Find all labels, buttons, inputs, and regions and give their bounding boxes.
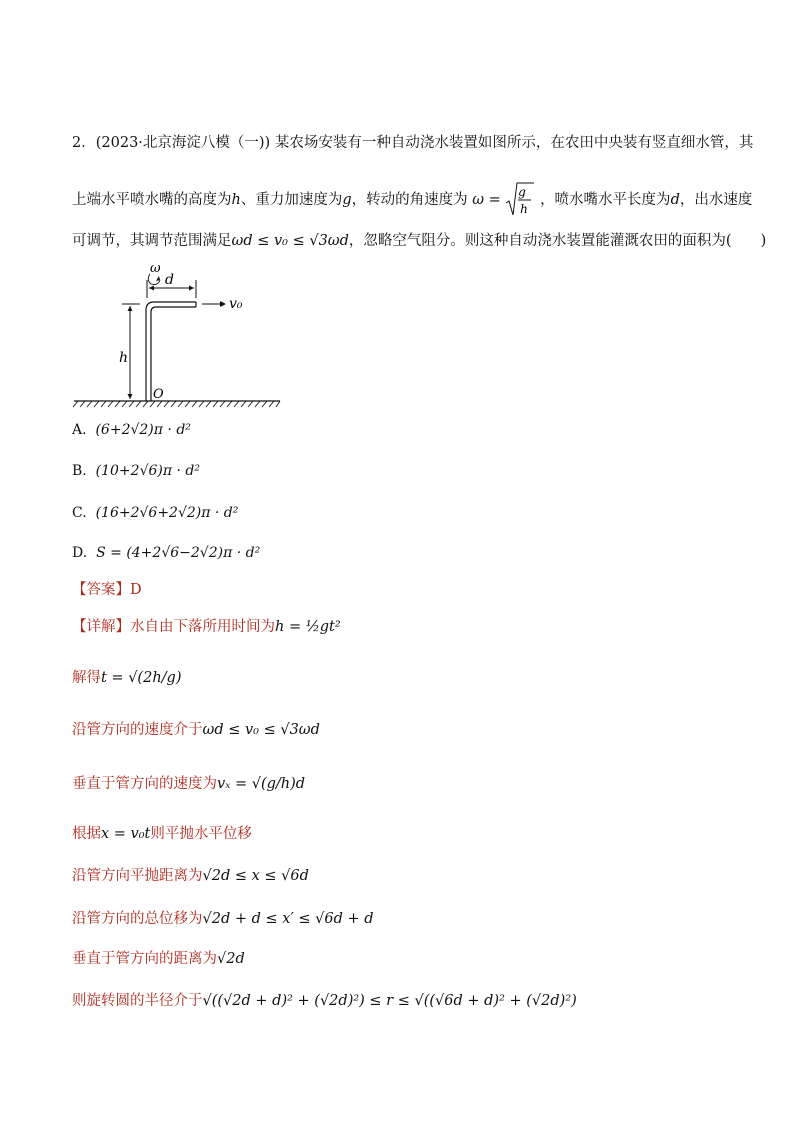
option-b-label: B. <box>72 463 87 479</box>
solution-step-7: 沿管方向的总位移为 <box>72 911 203 927</box>
question-number: 2． <box>72 135 96 151</box>
svg-text:g: g <box>518 185 527 199</box>
range-formula: ωd ≤ v₀ ≤ √3ωd <box>231 233 349 249</box>
solution-step-3: 沿管方向的速度介于 <box>72 722 203 738</box>
solution-line-2 <box>72 668 722 688</box>
question-line-2 <box>72 181 753 219</box>
question-text-2d: ，喷水嘴水平长度为 <box>540 192 671 208</box>
option-d-expr: S = (4+2√6−2√2)π · d² <box>96 545 261 561</box>
solution-step-4: 垂直于管方向的速度为 <box>72 776 217 792</box>
var-d: d <box>670 192 680 208</box>
solution-expr-2: t = √(2h/g) <box>101 670 182 686</box>
question-text-2c: ，转动的角速度为 <box>351 192 468 208</box>
solution-expr-6: √2d ≤ x ≤ √6d <box>202 868 309 884</box>
solution-expr-1: h = ½gt² <box>275 619 341 635</box>
option-c-expr: (16+2√6+2√2)π · d² <box>95 505 239 521</box>
solution-expr-9: √((√2d + d)² + (√2d)²) ≤ r ≤ √((√6d + d)² + (√2d)²) <box>202 993 577 1009</box>
question-line-1 <box>72 133 754 153</box>
option-a-expr: (6+2√2)π · d² <box>95 422 191 438</box>
diagram-label-v0: v₀ <box>229 296 243 312</box>
sprinkler-figure <box>72 258 292 410</box>
solution-line-4 <box>72 774 722 794</box>
option-b-expr: (10+2√6)π · d² <box>95 463 200 479</box>
question-source: (2023·北京海淀八模（一)) <box>95 135 271 151</box>
option-a[interactable] <box>72 420 722 440</box>
question-line-3 <box>72 231 767 251</box>
question-text-3a: 可调节，其调节范围满足 <box>72 233 232 249</box>
solution-step-1: 水自由下落所用时间为 <box>130 619 275 635</box>
question-text-2b: 、重力加速度为 <box>240 192 343 208</box>
diagram-label-h: h <box>119 350 129 366</box>
diagram-label-omega: ω <box>150 261 161 276</box>
question-text-2a: 上端水平喷水嘴的高度为 <box>72 192 232 208</box>
question-text-2e: ，出水速度 <box>679 192 753 208</box>
var-h: h <box>231 192 241 208</box>
diagram-label-o: O <box>153 387 164 402</box>
omega-expr-label: ω = <box>472 192 501 208</box>
solution-step-6: 沿管方向平抛距离为 <box>72 868 203 884</box>
option-c[interactable] <box>72 503 722 523</box>
option-d[interactable] <box>72 543 722 563</box>
option-d-label: D. <box>72 545 88 561</box>
answer-tag: 【答案】 <box>72 582 130 598</box>
solution-expr-8: √2d <box>217 951 245 967</box>
solution-step-5b: 则平抛水平位移 <box>150 826 252 842</box>
option-c-label: C. <box>72 505 87 521</box>
solution-line-1 <box>72 617 722 637</box>
question-text-3b: ，忽略空气阻分。则这种自动浇水装置能灌溉农田的面积为( ) <box>348 233 767 249</box>
sprinkler-diagram <box>72 258 292 410</box>
solution-expr-3: ωd ≤ v₀ ≤ √3ωd <box>202 722 320 738</box>
sqrt-g-over-h <box>505 181 535 219</box>
omega-formula <box>472 185 540 216</box>
answer-line <box>72 580 722 600</box>
solution-step-5a: 根据 <box>72 826 101 842</box>
svg-text:h: h <box>520 202 529 216</box>
solution-tag: 【详解】 <box>72 619 130 635</box>
solution-expr-5: x = v₀t <box>101 826 151 842</box>
solution-step-2: 解得 <box>72 670 101 686</box>
solution-expr-7: √2d + d ≤ x′ ≤ √6d + d <box>202 911 374 927</box>
answer-value: D <box>130 582 142 598</box>
option-a-label: A. <box>72 422 87 438</box>
question-text-1: 某农场安装有一种自动浇水装置如图所示，在农田中央装有竖直细水管，其 <box>274 135 754 151</box>
diagram-label-d: d <box>165 272 174 288</box>
solution-line-7 <box>72 909 722 929</box>
option-b[interactable] <box>72 461 722 481</box>
solution-step-9: 则旋转圆的半径介于 <box>72 993 203 1009</box>
solution-line-8 <box>72 949 722 969</box>
solution-step-8: 垂直于管方向的距离为 <box>72 951 217 967</box>
solution-line-9 <box>72 991 722 1011</box>
var-g: g <box>342 192 352 208</box>
solution-line-5 <box>72 824 722 844</box>
solution-expr-4: vₓ = √(g/h)d <box>217 776 306 792</box>
solution-line-6 <box>72 866 722 886</box>
solution-line-3 <box>72 720 722 740</box>
